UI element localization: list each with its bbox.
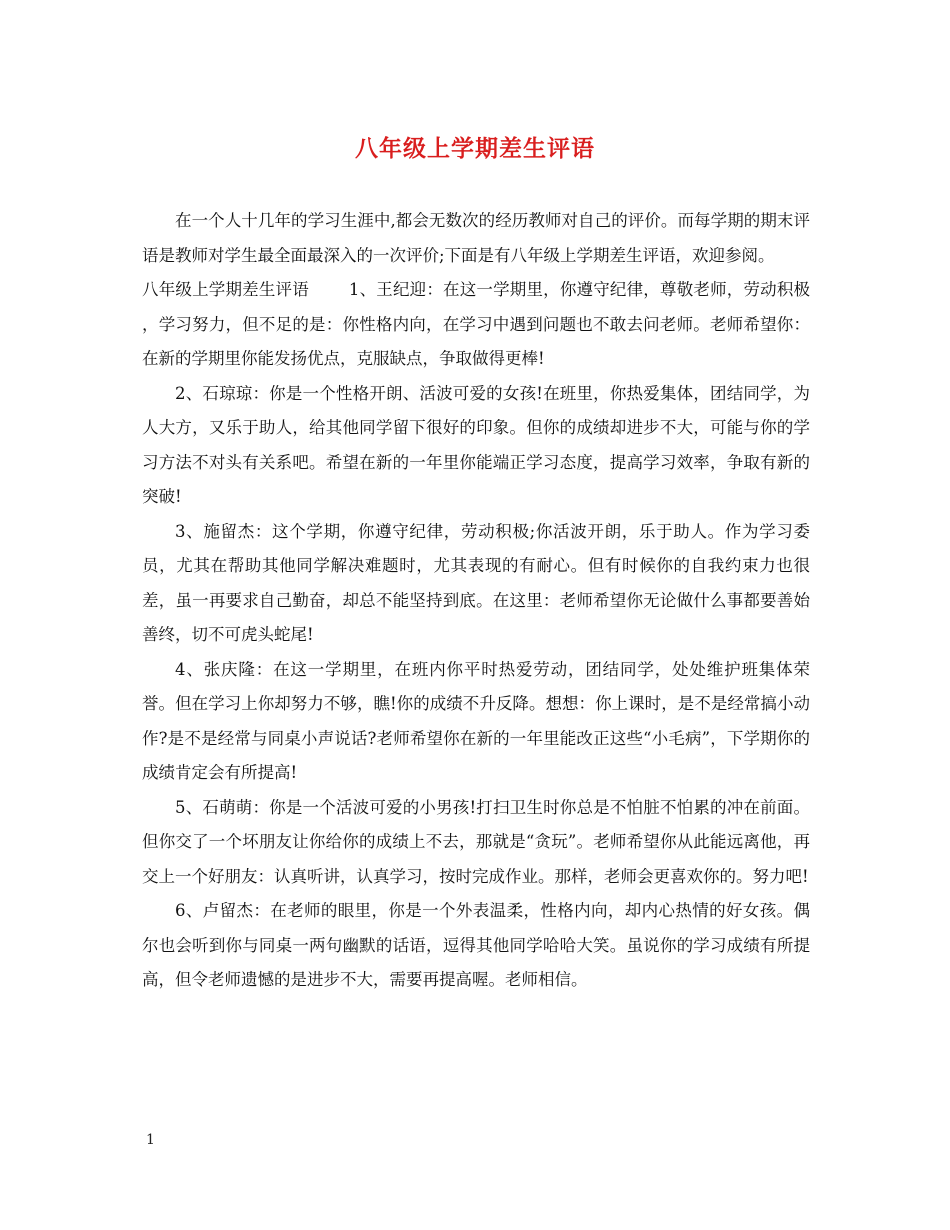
page-number: 1 — [146, 1132, 155, 1148]
comment-paragraph-6: 6、卢留杰：在老师的眼里，你是一个外表温柔，性格内向，却内心热情的好女孩。偶尔也会听到你与同桌一两句幽默的话语，逗得其他同学哈哈大笑。虽说你的学习成绩有所提高，但令老师遗憾的是进步不大，需要再提高喔。老师相信。 — [142, 901, 810, 989]
comment-paragraph-3: 3、施留杰：这个学期，你遵守纪律，劳动积极;你活波开朗，乐于助人。作为学习委员，尤其在帮助其他同学解决难题时，尤其表现的有耐心。但有时候你的自我约束力也很差，虽一再要求自己勤奋，却总不能坚持到底。在这里：老师希望你无论做什么事都要善始善终，切不可虎头蛇尾! — [142, 521, 810, 644]
intro-paragraph: 在一个人十几年的学习生涯中,都会无数次的经历教师对自己的评价。而每学期的期末评语是教师对学生最全面最深入的一次评价;下面是有八年级上学期差生评语，欢迎参阅。 — [142, 211, 810, 265]
comment-paragraph-1 — [142, 273, 810, 377]
comment-text-1: 1、王纪迎：在这一学期里，你遵守纪律，尊敬老师，劳动积极 ，学习努力，但不足的是：你性格内向，在学习中遇到问题也不敢去问老师。老师希望你：在新的学期里你能发扬优点，克服缺点，争取做得更棒! — [142, 280, 811, 368]
comment-paragraph-5: 5、石萌萌：你是一个活波可爱的小男孩!打扫卫生时你总是不怕脏不怕累的冲在前面。但你交了一个坏朋友让你给你的成绩上不去，那就是“贪玩”。老师希望你从此能远离他，再交上一个好朋友：认真听讲，认真学习，按时完成作业。那样，老师会更喜欢你的。努力吧! — [142, 797, 810, 886]
document-title: 八年级上学期差生评语 — [355, 135, 595, 162]
comment-paragraph-4: 4、张庆隆：在这一学期里，在班内你平时热爱劳动，团结同学，处处维护班集体荣誉。但在学习上你却努力不够，瞧!你的成绩不升反降。想想：你上课时，是不是经常搞小动作?是不是经常与同桌小声说话?老师希望你在新的一年里能改正这些“小毛病”，下学期你的成绩肯定会有所提高! — [142, 659, 810, 782]
comment-paragraph-2: 2、石琼琼：你是一个性格开朗、活波可爱的女孩!在班里，你热爱集体，团结同学，为人大方，又乐于助人，给其他同学留下很好的印象。但你的成绩却进步不大，可能与你的学习方法不对头有关系吧。希望在新的一年里你能端正学习态度，提高学习效率，争取有新的突破! — [142, 383, 810, 506]
document-body — [142, 204, 810, 998]
section-heading: 八年级上学期差生评语 — [142, 280, 309, 299]
